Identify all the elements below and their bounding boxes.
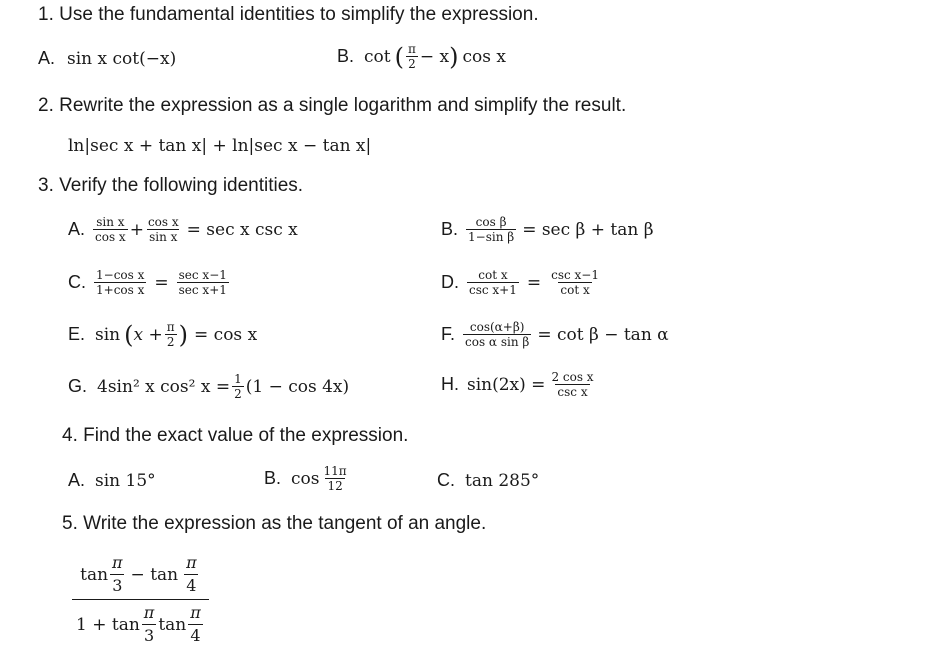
q3-e-frac: $\frac{\pi}{2}$ — [166, 320, 175, 349]
q4-b-label: B. — [264, 468, 282, 488]
q4-b-pre: cos — [291, 468, 320, 489]
q1-a-label: A. — [38, 48, 56, 68]
q3-e-x: x + — [133, 324, 163, 345]
q3-a-op: + — [129, 219, 144, 240]
q3-f-frac: $\frac{\cos(\alpha+\beta)}{\text{cos α sin β}}$ — [465, 320, 530, 349]
q3-c-frac2: $\frac{\text{sec x−1}}{\text{sec x+1}}$ — [178, 268, 227, 297]
q5-expression — [72, 552, 209, 647]
q4-c-expr: tan 285° — [465, 470, 540, 491]
q3-part-e: E. sin ( x + $\frac{\pi}{2}$ ) = cos x — [68, 320, 258, 349]
q2-heading: 2. Rewrite the expression as a single logarithm and simplify the result. — [38, 95, 627, 116]
q3-h-label: H. — [441, 374, 459, 394]
q5-numerator: tan $\frac{\pi}{3}$ − tan $\frac{\pi}{4}$ — [80, 553, 197, 595]
q3-a-frac1: $\frac{\text{sin x}}{\text{cos x}}$ — [95, 215, 126, 244]
q4-part-c — [437, 470, 539, 491]
q3-a-label: A. — [68, 219, 86, 239]
q5-heading: 5. Write the expression as the tangent of an angle. — [62, 513, 487, 534]
q3-g-lhs: 4sin² x cos² x = — [97, 376, 231, 397]
q3-part-d — [441, 268, 603, 297]
q4-b-frac: $\frac{11\pi}{12}$ — [323, 464, 347, 493]
q3-d-frac2: $\frac{\text{csc x−1}}{\text{cot x}}$ — [551, 268, 599, 297]
q1-heading: 1. Use the fundamental identities to simplify the expression. — [38, 4, 539, 25]
q4-c-label: C. — [437, 470, 455, 490]
q1-b-label: B. — [337, 46, 355, 66]
q3-d-eq: = — [526, 272, 542, 293]
q3-part-g — [68, 372, 349, 401]
q3-part-a — [68, 215, 298, 244]
q1-b-frac: $\frac{\pi}{2}$ — [407, 42, 416, 71]
q3-e-rhs: = cos x — [194, 324, 258, 345]
q3-a-frac2: $\frac{\text{cos x}}{\text{sin x}}$ — [147, 215, 179, 244]
q3-g-label: G. — [68, 376, 88, 396]
q3-c-eq: = — [154, 272, 169, 293]
q3-b-rhs: = sec β + tan β — [522, 219, 654, 240]
q4-a-expr: sin 15° — [95, 470, 156, 491]
q3-e-label: E. — [68, 324, 86, 344]
q3-g-frac: $\frac{1}{2}$ — [234, 372, 242, 401]
q3-b-label: B. — [441, 219, 459, 239]
q4-part-b — [264, 464, 351, 493]
q4-heading: 4. Find the exact value of the expression. — [62, 425, 409, 446]
q5-denominator: 1 + tan $\frac{\pi}{3}$ tan $\frac{\pi}{4}$ — [76, 603, 201, 645]
q3-f-label: F. — [441, 324, 456, 344]
q3-h-frac: $\frac{\text{2 cos x}}{\text{csc x}}$ — [551, 370, 594, 399]
q4-a-label: A. — [68, 470, 86, 490]
q1-part-a — [38, 48, 176, 69]
q3-part-c — [68, 268, 231, 297]
q2-expr: ln|sec x + tan x| + ln|sec x − tan x| — [68, 136, 372, 156]
q3-a-rhs: = sec x csc x — [186, 219, 298, 240]
q3-heading: 3. Verify the following identities. — [38, 175, 304, 196]
q3-part-f — [441, 320, 669, 349]
q1-b-post: cos x — [462, 46, 506, 67]
q3-d-label: D. — [441, 272, 459, 292]
q3-c-frac1: $\frac{\text{1−cos x}}{\text{1+cos x}}$ — [96, 268, 145, 297]
q3-g-rhs: (1 − cos 4x) — [245, 376, 350, 397]
q3-f-rhs: = cot β − tan α — [537, 324, 669, 345]
q3-part-h — [441, 370, 598, 399]
q3-part-b — [441, 215, 654, 244]
q3-b-frac: $\frac{\text{cos β}}{\text{1−sin β}}$ — [468, 215, 515, 244]
q1-part-b: B. cot ( $\frac{\pi}{2}$ − x ) cos x — [337, 42, 506, 71]
q1-a-expr: sin x cot(−x) — [67, 48, 177, 69]
q3-c-label: C. — [68, 272, 86, 292]
q4-part-a — [68, 470, 156, 491]
q3-h-lhs: sin(2x) = — [467, 374, 546, 395]
q3-e-pre: sin — [95, 324, 121, 345]
q1-b-pre: cot — [364, 46, 391, 67]
q1-b-mid: − x — [419, 46, 450, 67]
q3-d-frac1: $\frac{\text{cot x}}{\text{csc x+1}}$ — [469, 268, 517, 297]
